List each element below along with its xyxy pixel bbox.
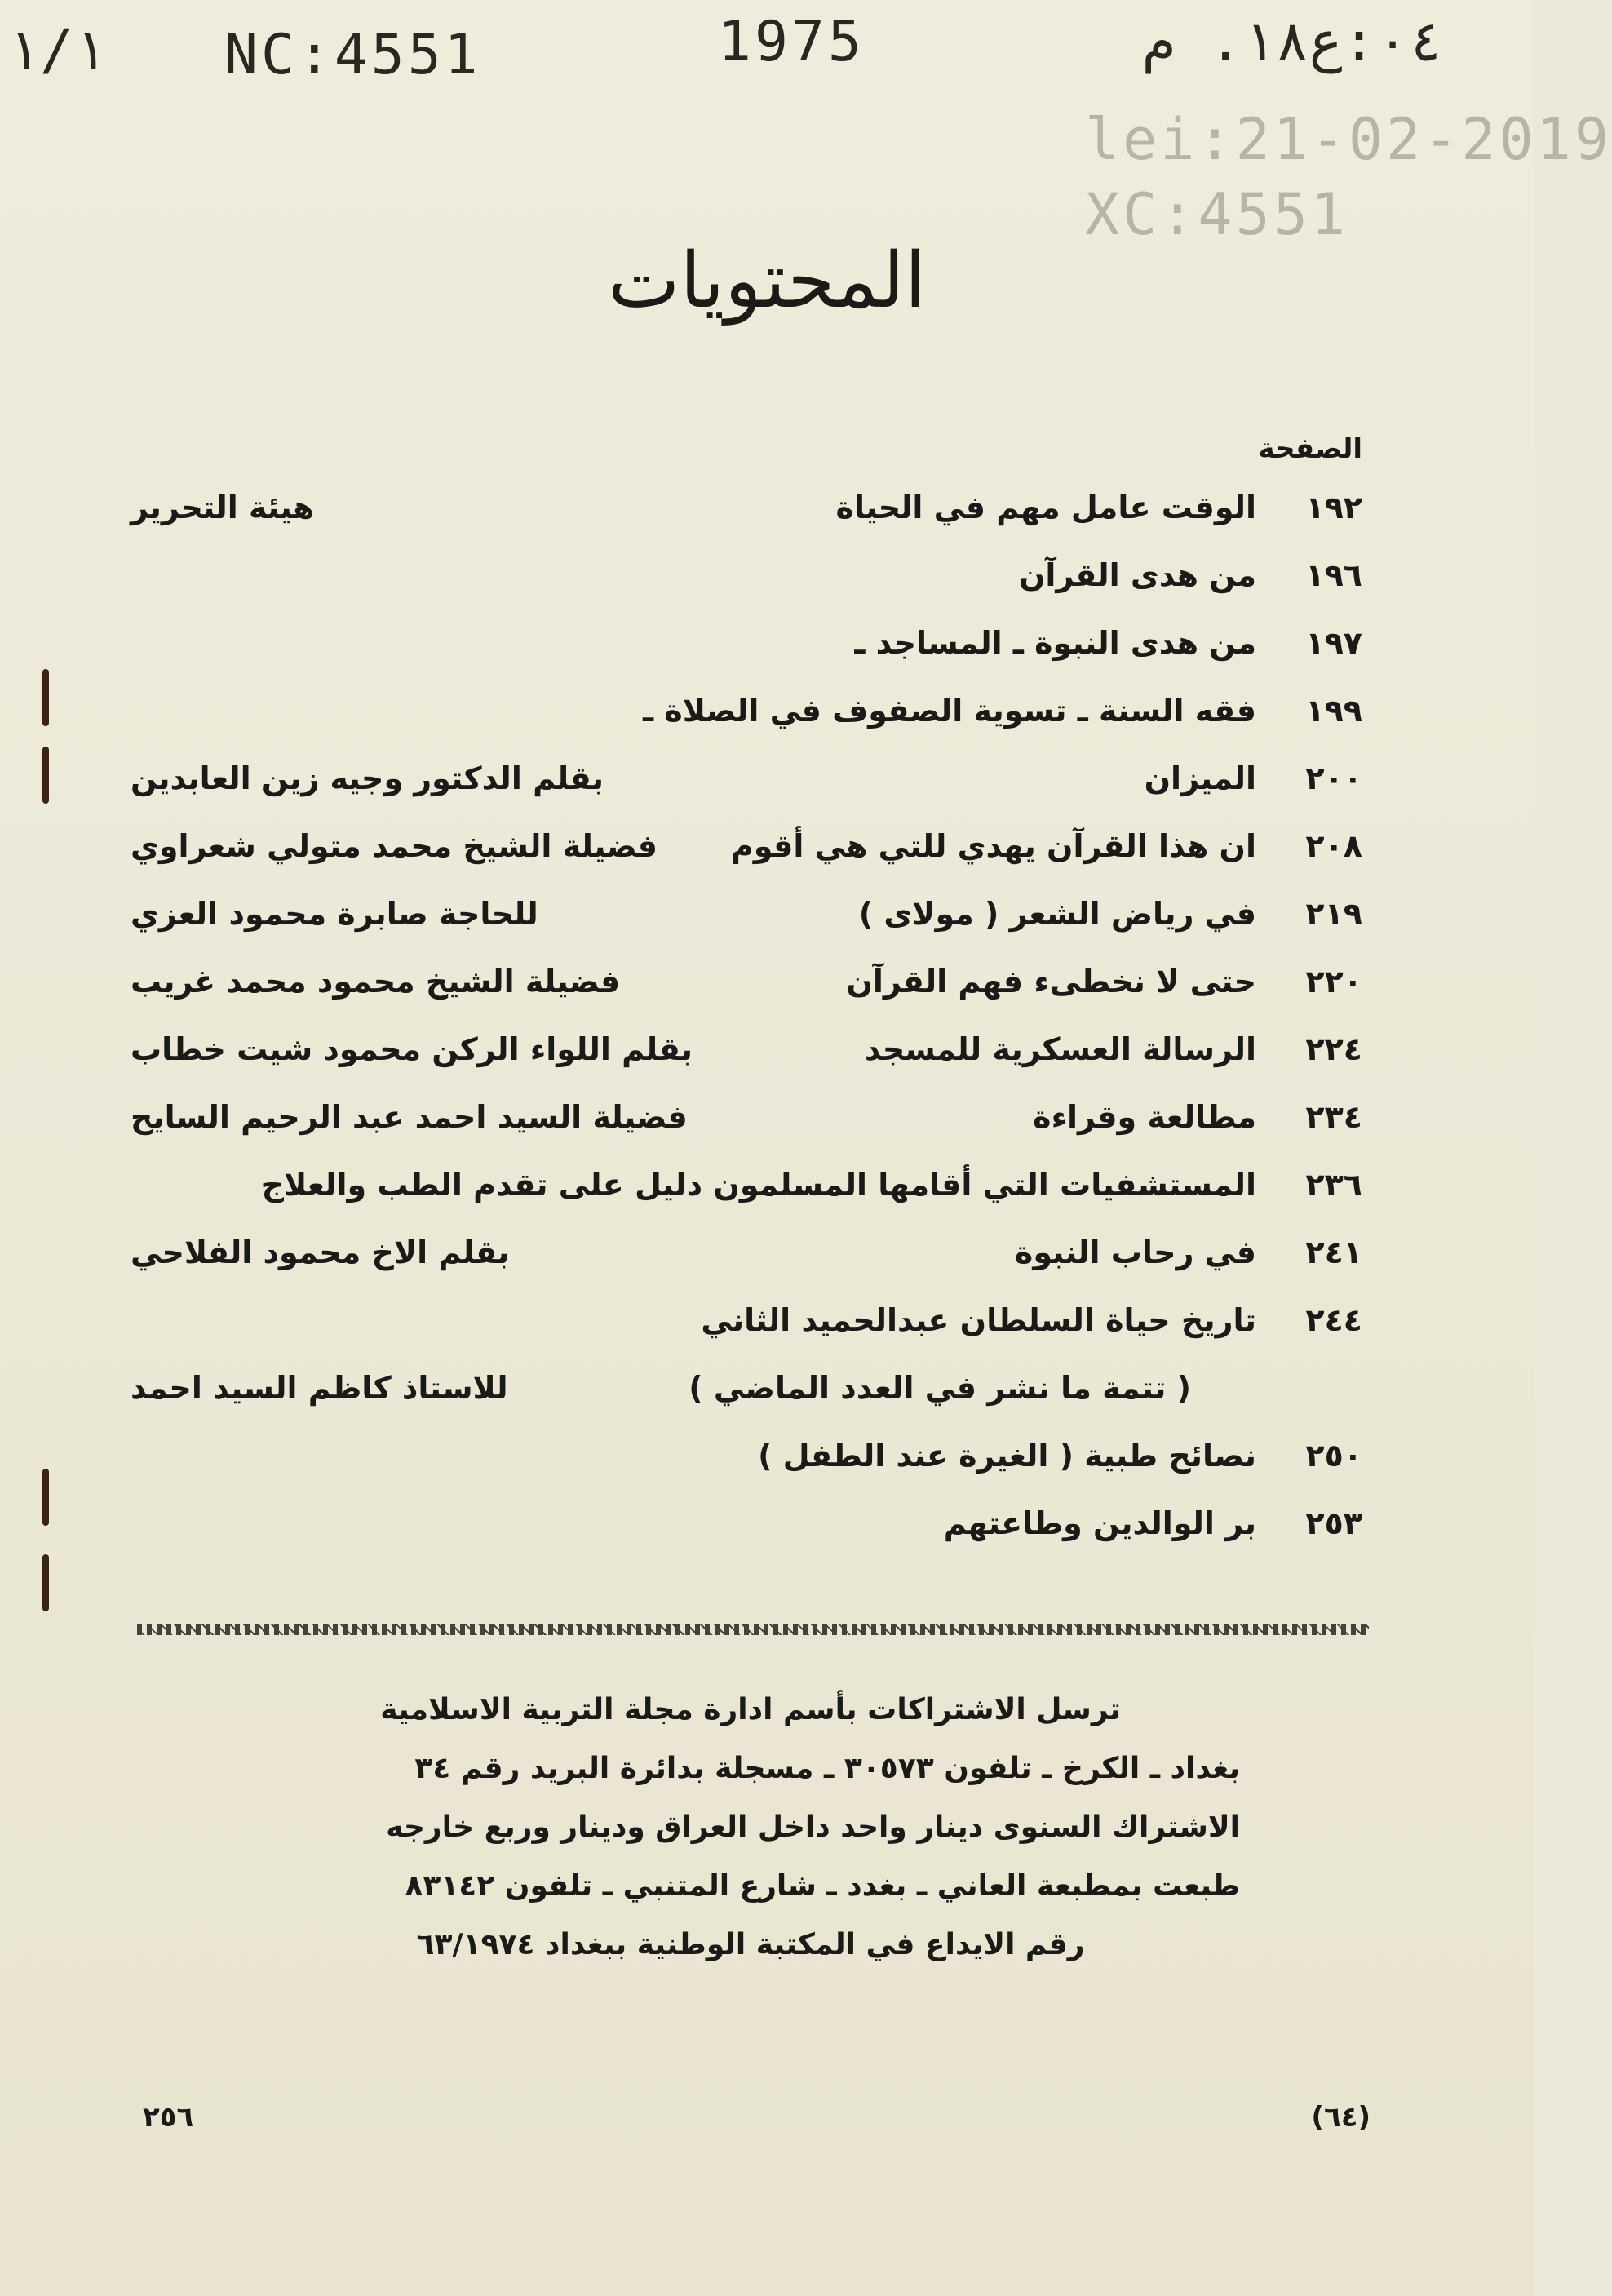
toc-row (131, 1218, 1362, 1286)
toc-author: بقلم الدكتور وجيه زين العابدين (131, 760, 604, 796)
toc-title: نصائح طبية ( الغيرة عند الطفل ) (758, 1437, 1256, 1474)
page-column-header: الصفحة (1258, 432, 1362, 465)
subscription-price-line: الاشتراك السنوى دينار واحد داخل العراق ودينار وربع خارجه (386, 1811, 1240, 1844)
toc-author: بقلم الاخ محمود الفلاحي (131, 1234, 510, 1270)
toc-row (131, 1421, 1362, 1489)
address-line: بغداد ـ الكرخ ـ تلفون ٣٠٥٧٣ ـ مسجلة بدائرة البريد رقم ٣٤ (414, 1752, 1240, 1785)
toc-title: ( تتمة ما نشر في العدد الماضي ) (689, 1369, 1191, 1406)
page-title: المحتويات (608, 237, 926, 326)
volume-page-number: ٢٥٦ (143, 2101, 194, 2134)
toc-title: الرسالة العسكرية للمسجد (864, 1031, 1256, 1067)
toc-row (131, 880, 1362, 947)
issue-page-number: (٦٤) (1311, 2101, 1371, 2134)
handwritten-date: lei:21-02-2019 (1085, 106, 1612, 173)
toc-row (131, 744, 1362, 812)
toc-author: فضيلة الشيخ محمد متولي شعراوي (131, 827, 658, 864)
toc-page-number: ١٩٦ (1305, 556, 1362, 593)
toc-row (131, 1083, 1362, 1150)
ornamental-divider (137, 1624, 1369, 1635)
handwritten-year: 1975 (718, 10, 865, 74)
toc-title: فقه السنة ـ تسوية الصفوف في الصلاة ـ (643, 692, 1256, 729)
toc-row (131, 1150, 1362, 1218)
toc-page-number: ٢٠٠ (1305, 760, 1362, 796)
toc-author: للحاجة صابرة محمود العزي (131, 895, 538, 932)
toc-title: المستشفيات التي أقامها المسلمون دليل على تقدم الطب والعلاج (261, 1166, 1256, 1203)
toc-row (131, 541, 1362, 609)
toc-row (131, 947, 1362, 1015)
toc-author: للاستاذ كاظم السيد احمد (131, 1369, 508, 1406)
toc-title: في رياض الشعر ( مولاى ) (858, 895, 1256, 932)
handwritten-mark: ١/١ (7, 18, 107, 82)
toc-author: فضيلة السيد احمد عبد الرحيم السايح (131, 1098, 688, 1135)
table-of-contents (131, 473, 1362, 1557)
toc-page-number: ٢٥٠ (1305, 1437, 1362, 1474)
toc-row (131, 1015, 1362, 1083)
toc-page-number: ٢٣٦ (1305, 1166, 1362, 1203)
toc-page-number: ١٩٩ (1305, 692, 1362, 729)
handwritten-code: NC:4551 (224, 23, 481, 87)
toc-title: ان هذا القرآن يهدي للتي هي أقوم (730, 827, 1256, 864)
toc-page-number: ١٩٧ (1305, 624, 1362, 661)
handwritten-code-faint: XC:4551 (1085, 181, 1349, 248)
toc-page-number: ٢٥٣ (1305, 1505, 1362, 1541)
deposit-number-line: رقم الايداع في المكتبة الوطنية ببغداد ٦٣/١٩٧٤ (416, 1928, 1085, 1961)
toc-page-number: ٢٤١ (1305, 1234, 1362, 1270)
toc-row (131, 676, 1362, 744)
staple-mark (42, 669, 49, 726)
toc-page-number: ٢٢٠ (1305, 963, 1362, 1000)
staple-mark (42, 1469, 49, 1526)
publication-info (261, 1681, 1240, 1975)
staple-mark (42, 1554, 49, 1611)
toc-row-continuation (131, 1354, 1362, 1421)
staple-mark (42, 747, 49, 804)
handwritten-catalog: ٠٤:ع١٨. م (1142, 10, 1443, 74)
toc-title: الوقت عامل مهم في الحياة (835, 489, 1256, 525)
toc-title: حتى لا نخطىء فهم القرآن (846, 963, 1256, 1000)
toc-title: من هدى القرآن (1018, 556, 1256, 593)
toc-title: تاريخ حياة السلطان عبدالحميد الثاني (701, 1301, 1256, 1338)
toc-page-number: ٢٢٤ (1305, 1031, 1362, 1067)
subscription-line: ترسل الاشتراكات بأسم ادارة مجلة التربية الاسلامية (380, 1693, 1121, 1726)
toc-title: في رحاب النبوة (1014, 1234, 1256, 1270)
printer-line: طبعت بمطبعة العاني ـ بغدد ـ شارع المتنبي ـ تلفون ٨٣١٤٢ (405, 1869, 1240, 1903)
toc-row (131, 1489, 1362, 1557)
toc-row (131, 812, 1362, 880)
toc-page-number: ٢٠٨ (1305, 827, 1362, 864)
toc-title: مطالعة وقراءة (1033, 1098, 1256, 1135)
toc-page-number: ١٩٢ (1305, 489, 1362, 525)
toc-row (131, 473, 1362, 541)
toc-row (131, 609, 1362, 676)
toc-author: هيئة التحرير (131, 489, 315, 525)
toc-author: فضيلة الشيخ محمود محمد غريب (131, 963, 621, 1000)
toc-page-number: ٢٣٤ (1305, 1098, 1362, 1135)
toc-page-number: ٢٤٤ (1305, 1301, 1362, 1338)
toc-row (131, 1286, 1362, 1354)
toc-title: من هدى النبوة ـ المساجد ـ (854, 624, 1256, 661)
toc-title: الميزان (1144, 760, 1256, 796)
toc-title: بر الوالدين وطاعتهم (943, 1505, 1256, 1541)
toc-page-number: ٢١٩ (1305, 895, 1362, 932)
toc-author: بقلم اللواء الركن محمود شيت خطاب (131, 1031, 693, 1067)
